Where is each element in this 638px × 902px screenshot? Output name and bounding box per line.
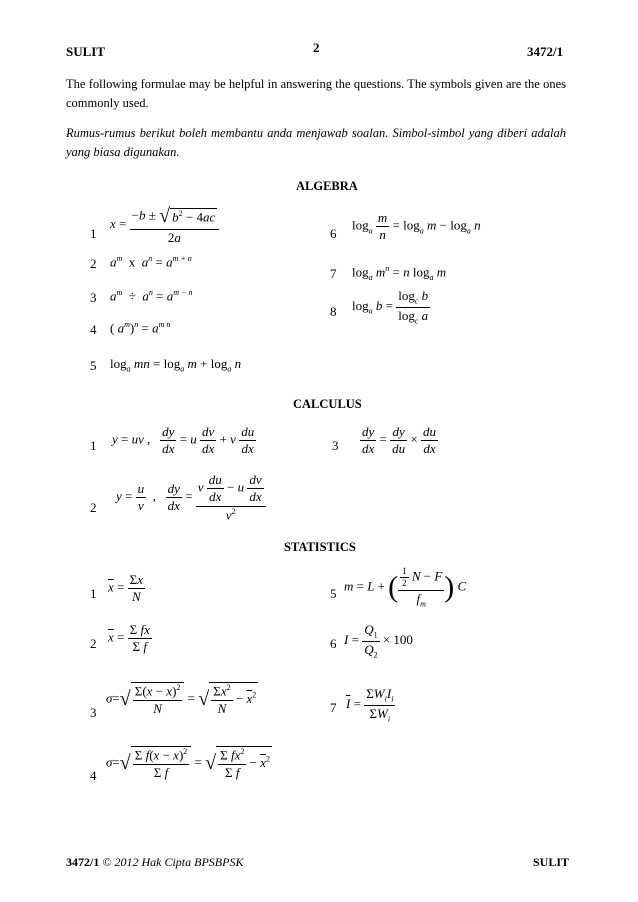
- standard-deviation-grouped-formula: σ=√ $\frac{\Sigma f(x - \overline{x})^2}{\text{Σ f}}$ = √ $\frac{\Sigma fx^2}{\text{Σ f}}$ − $\overline{x}^2$: [106, 747, 270, 780]
- chain-rule: $\frac{dy}{dx}$ = $\frac{dy}{du}$ × $\frac{du}{dx}$: [362, 424, 436, 457]
- formula-number: 2: [90, 500, 97, 515]
- standard-deviation-formula: σ=√ $\frac{\Sigma(x - \overline{x})^2}{N}$ = √ $\frac{\Sigma x^2}{N}$ − $\overline{x}^2$: [106, 683, 257, 716]
- formula-number: 8: [330, 304, 337, 319]
- footer-code: 3472/1: [66, 855, 100, 869]
- log-change-base: $\log_a b$ = $\frac{\log_c b}{\log_c a}$: [352, 288, 429, 326]
- formula-number: 6: [330, 636, 337, 651]
- log-power: $\log_a m^n = n$ $\log_a m$: [352, 264, 447, 282]
- formula-number: 1: [90, 586, 97, 601]
- formula-number: 3: [90, 705, 97, 720]
- mean-grouped-formula: $\overline{x}$ = $\frac{\text{Σ fx}}{\text{Σ f}}$: [108, 622, 150, 655]
- footer-copyright: [66, 855, 243, 870]
- log-quotient: $\log_a$ $\frac{m}{n}$ = $\log_a m - \log_a n$: [352, 210, 481, 243]
- formula-number: 5: [330, 586, 337, 601]
- formula-number: 7: [330, 266, 337, 281]
- formula-number: 7: [330, 700, 337, 715]
- formula-number: 1: [90, 438, 97, 453]
- index-law-multiply: $a^m$ x $a^n = a^{m + n}$: [110, 254, 192, 270]
- formula-number: 5: [90, 358, 97, 373]
- formula-number: 4: [90, 768, 97, 783]
- mean-formula: $\overline{x}$ = $\frac{\Sigma x}{N}$: [108, 572, 143, 605]
- formula-number: 1: [90, 226, 97, 241]
- index-law-divide: $a^m \div a^n = a^{m - n}$: [110, 288, 193, 304]
- footer-sulit: SULIT: [533, 855, 570, 869]
- page-number: 2: [313, 40, 320, 55]
- header-sulit: SULIT: [66, 44, 106, 59]
- formula-number: 6: [330, 226, 337, 241]
- index-law-power: ( $a^m)^n = a^{m n}$: [110, 320, 171, 336]
- median-formula: m = L + ( $\frac{1}{2}$ N − F $f_m$ ) C: [344, 566, 467, 609]
- composite-index-formula: $\overline{I}$ = $\frac{\Sigma W_iI_i}{\Sigma W_i}$: [346, 686, 394, 724]
- index-number-formula: I = $\frac{Q_1}{Q_2}$ × 100: [344, 622, 413, 660]
- formula-number: 4: [90, 322, 97, 337]
- log-product: $\log_a$ mn = $\log_a m + \log_a n$: [110, 356, 242, 374]
- formula-number: 2: [90, 256, 97, 271]
- footer-copyright-text: © 2012 Hak Cipta BPSBPSK: [102, 855, 244, 869]
- formula-number: 3: [332, 438, 339, 453]
- product-rule: y = uv , $\frac{dy}{dx}$ = u $\frac{dv}{dx}$ + v $\frac{du}{dx}$: [112, 424, 255, 457]
- intro-malay: Rumus-rumus berikut boleh membantu anda menjawab soalan. Simbol-simbol yang diberi adalah yang biasa digunakan.: [66, 126, 566, 159]
- quotient-rule: y = $\frac{u}{v}$ , $\frac{dy}{dx}$ = v $\frac{du}{dx}$ − u $\frac{dv}{dx}$ $v^2$: [116, 472, 266, 523]
- quadratic-formula: x = $\frac{-b \pm √ b^2 - 4ac}{2a}$: [110, 204, 219, 246]
- intro-english: The following formulae may be helpful in answering the questions. The symbols given are the ones commonly used.: [66, 77, 566, 110]
- formula-number: 2: [90, 636, 97, 651]
- paper-code: 3472/1: [527, 44, 564, 59]
- section-algebra: ALGEBRA: [296, 179, 358, 193]
- formula-number: 3: [90, 290, 97, 305]
- section-statistics: STATISTICS: [284, 540, 356, 554]
- section-calculus: CALCULUS: [293, 397, 362, 411]
